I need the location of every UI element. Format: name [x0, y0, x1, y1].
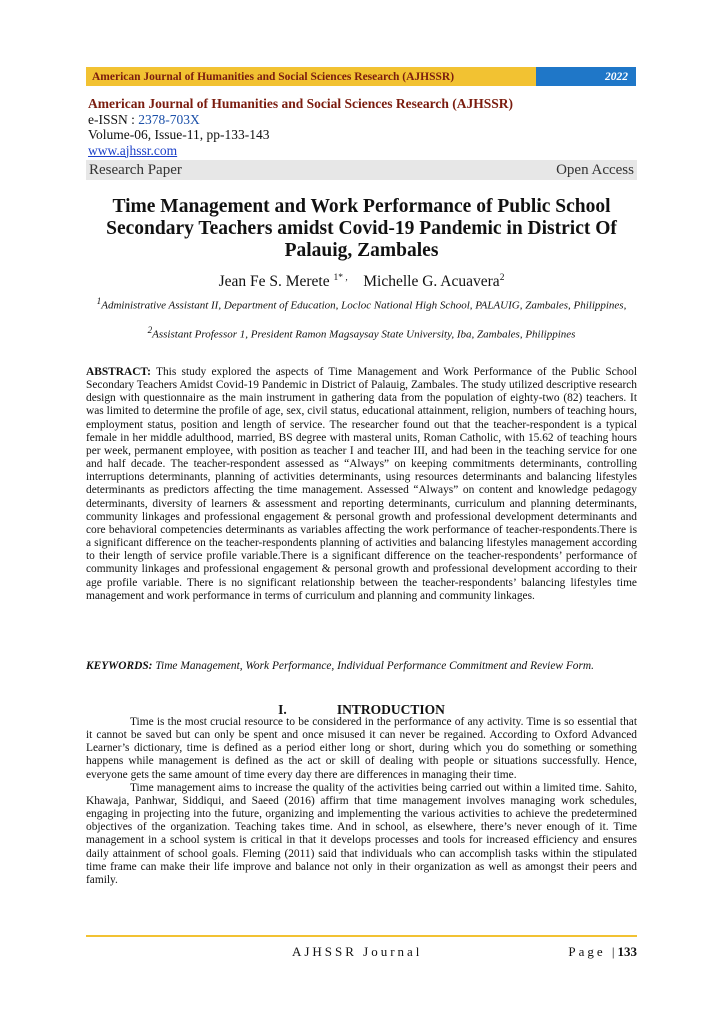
author-2: Michelle G. Acuavera — [363, 273, 500, 291]
issn — [88, 112, 638, 128]
affiliation-1 — [86, 295, 637, 313]
author-1-affiliation-mark: 1* , — [333, 273, 348, 283]
issn-label: e-ISSN : — [88, 111, 139, 127]
section-number: I. — [278, 702, 287, 717]
paragraph: Time is the most crucial resource to be considered in the performance of any activity. Time is so essential that it cannot be saved but can only be spent and once misused it can never be regained. According to Oxford Advanced Learner’s dictionary, time is defined as a period either long or short, during which you do something or something happens while management is defined as the act or skill of dealing with people or situations successfully. Hence, everyone gets the same amount of time every day there are differences in managing their time. — [86, 716, 637, 781]
affiliation-1-mark: 1 — [96, 296, 102, 306]
page-footer — [86, 944, 637, 960]
abstract — [86, 366, 637, 603]
section-title: INTRODUCTION — [336, 702, 445, 717]
paper-type: Research Paper — [89, 161, 182, 178]
affiliation-1-text: Administrative Assistant II, Department of Education, Locloc National High School, PALAUIG, Zambales, Philippines, — [101, 299, 627, 312]
issn-value: 2378-703X — [138, 111, 200, 127]
keywords-label: KEYWORDS: — [86, 660, 153, 672]
paragraph: Time management aims to increase the quality of the activities being carried out within a limited time. Sahito, Khawaja, Panhwar, Siddiqui, and Saeed (2016) affirm that time management involves managing work schedules, engaging in projecting into the future, organizing and implementing the various activities to achieve the predetermined objectives of the organization. Teaching takes time. And in school, as elsewhere, there’s never enough of it. Time management in a school system is critical in that it develops processes and tools for increased efficiency and ensures daily attainment of school goals. Fleming (2011) said that individuals who can accomplish tasks within the stipulated time frame can make their life improve and balance not only in their organization as well as amongst their peers and family. — [86, 781, 637, 886]
running-header — [86, 67, 636, 86]
author-2-affiliation-mark: 2 — [499, 273, 505, 283]
introduction-body — [86, 716, 637, 887]
abstract-label: ABSTRACT: — [86, 366, 151, 378]
paper-title: Time Management and Work Performance of Public School Secondary Teachers amidst Covid-19 Pandemic in District Of Palauig, Zambales — [106, 196, 617, 261]
footer-page — [568, 944, 637, 960]
footer-divider — [86, 935, 637, 937]
footer-page-number: 133 — [617, 944, 637, 959]
author-line — [86, 273, 637, 291]
running-header-journal: American Journal of Humanities and Social Sciences Research (AJHSSR) — [86, 67, 536, 86]
running-header-year: 2022 — [536, 67, 636, 86]
keywords-text: Time Management, Work Performance, Individual Performance Commitment and Review Form. — [155, 660, 594, 672]
abstract-text: This study explored the aspects of Time Management and Work Performance of the Public School Secondary Teachers Amidst Covid-19 Pandemic in District of Palauig, Zambales. The study utilized descriptive research design with questionnaire as the main instrument in gathering data from the population of eighty-two (82) teachers. It was limited to determine the profile of age, sex, civil status, educational attainment, religion, numbers of teaching hours, employment status, position and length of service. The researcher found out that the teacher-respondent is a typical female in her middle adulthood, married, BS degree with masteral units, Roman Catholic, with 15.62 of teaching hours per week, permanent employee, with position as teacher I and teacher III, and had been in the teaching service for one and half decade. The teacher-respondent assessed as “Always” on keeping commitments determinants, controlling interruptions determinants, planning of activities determinants, using resources determinants and balancing lifestyles determinants as predictors affecting the time management. Assessed “Always” on content and knowledge pedagogy determinants, diversity of learners & assessment and reporting determinants, curriculum and planning determinants, community linkages and professional engagement & personal growth and professional development determinants and core behavioral competencies determinants as variables affecting the work performance of teacher-respondents.There is a significant difference on the teacher-respondents planning of activities and balancing lifestyles management according to their length of service profile variable.There is a significant difference on the teacher-respondents’ performance of community linkages and professional engagement & personal growth and professional development according to their age profile variable. There is no significant relationship between the teacher-respondents’ balancing lifestyles time management and work performance in terms of curriculum and planning and community linkages. — [86, 366, 637, 602]
affiliation-2 — [86, 324, 637, 342]
footer-journal: AJHSSR Journal — [291, 944, 423, 959]
paper-type-bar — [86, 160, 637, 180]
affiliation-2-text: Assistant Professor 1, President Ramon Magsaysay State University, Iba, Zambales, Philippines — [152, 328, 576, 341]
author-1: Jean Fe S. Merete — [218, 273, 330, 291]
volume-issue: Volume-06, Issue-11, pp-133-143 — [88, 127, 270, 142]
footer-page-label: Page | — [568, 944, 618, 959]
journal-url-link[interactable]: www.ajhssr.com — [88, 142, 178, 158]
journal-meta — [88, 96, 638, 158]
journal-title: American Journal of Humanities and Social Sciences Research (AJHSSR) — [88, 96, 513, 111]
access-type: Open Access — [556, 161, 634, 178]
keywords — [86, 660, 637, 673]
affiliation-2-mark: 2 — [147, 325, 153, 335]
